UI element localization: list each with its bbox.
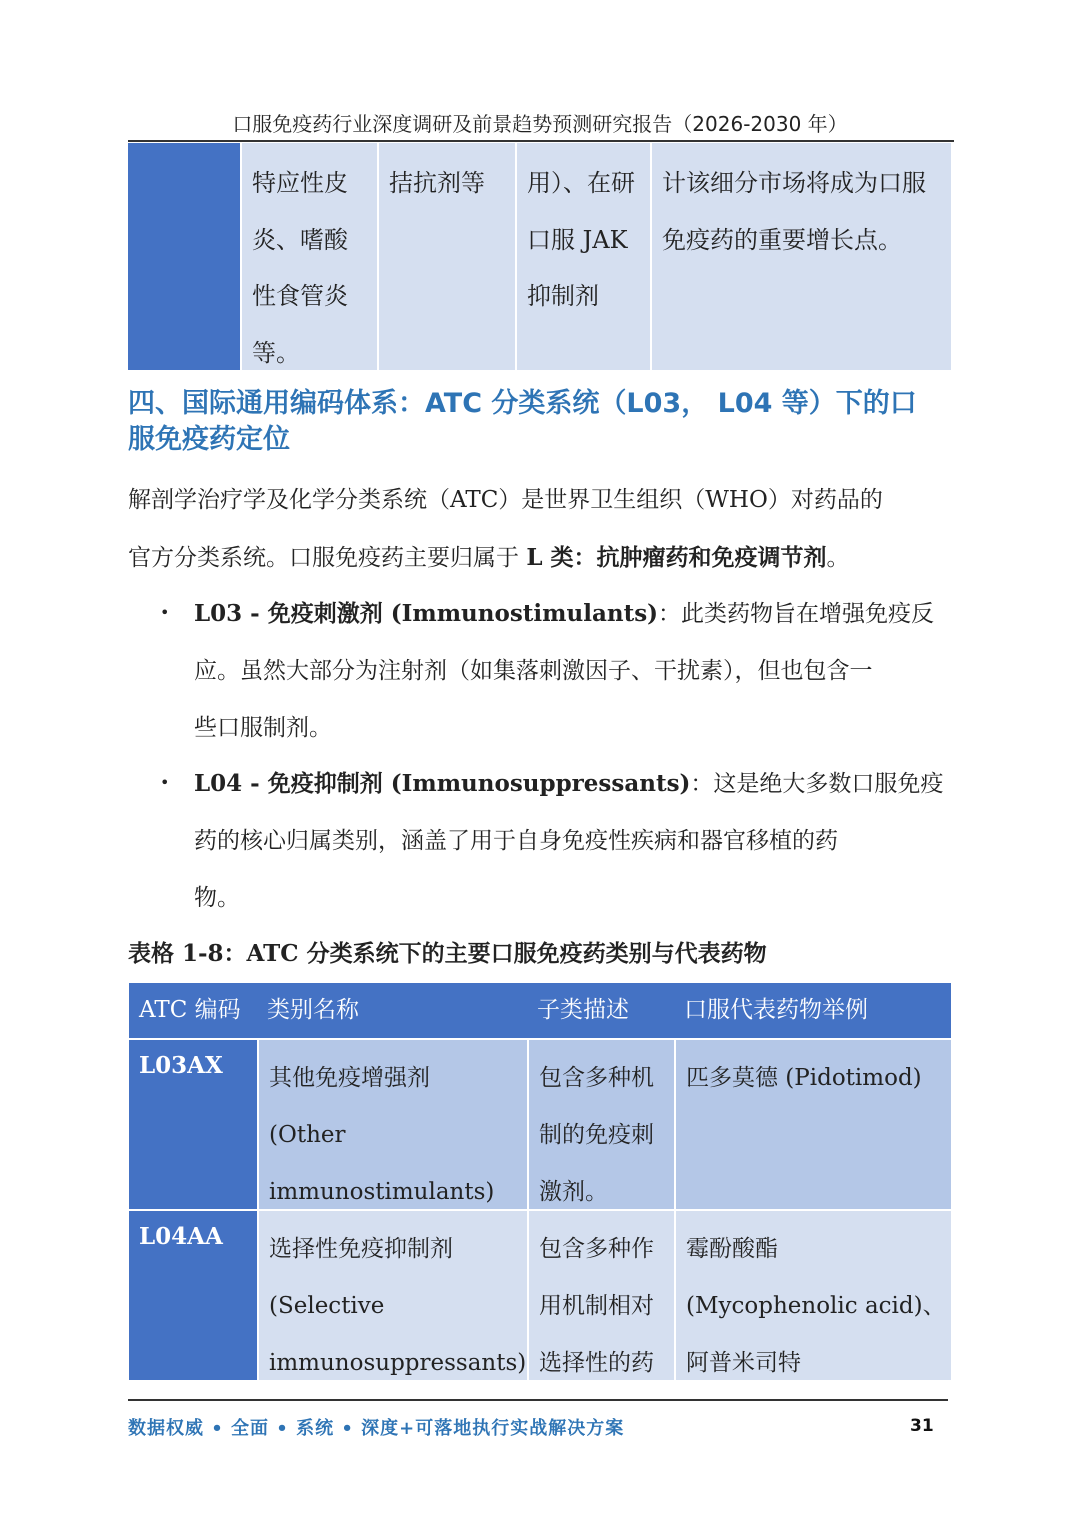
table-caption: 表格 1-8：ATC 分类系统下的主要口服免疫药类别与代表药物 [128,940,767,967]
bullet-term: L03 - 免疫刺激剂 (Immunostimulants) [194,600,659,627]
cell-line: 选择性的药 [539,1350,654,1376]
bullet-line: 些口服制剂。 [194,715,332,741]
table-cell-col4 [650,143,951,370]
atc-code-cell: L03AX [129,1040,257,1209]
cell-line: 等。 [252,338,300,367]
cell-line: 免疫药的重要增长点。 [662,225,902,254]
header-drug-examples: 口服代表药物举例 [684,997,868,1023]
page-header-title: 口服免疫药行业深度调研及前景趋势预测研究报告（2026-2030 年） [232,112,848,136]
bullet-line: 物。 [194,885,240,911]
text-run: ：这是绝大多数口服免疫 [690,771,944,797]
header-divider [128,140,954,142]
section-heading-line: 四、国际通用编码体系：ATC 分类系统（L03， L04 等）下的口 [128,388,917,419]
cell-line: 抑制剂 [527,282,599,310]
cell-line: 性食管炎 [252,282,348,310]
table-cell-col2 [377,143,515,370]
table-row [129,1038,951,1209]
cell-line: 制的免疫刺 [539,1122,654,1148]
subclass-desc-cell [527,1211,674,1380]
bullet-item-l04 [194,755,944,927]
cell-line: 匹多莫德 (Pidotimod) [686,1065,922,1091]
cell-line: 霉酚酸酯 [686,1236,778,1262]
page-number: 31 [910,1416,934,1436]
cell-line: 激剂。 [539,1179,608,1205]
atc-code-cell: L04AA [129,1211,257,1380]
header-category-name: 类别名称 [267,997,359,1023]
cell-line: 炎、嗜酸 [252,225,348,254]
category-name-cell [257,1040,527,1209]
bullet-marker: • [160,603,170,622]
bullet-term: L04 - 免疫抑制剂 (Immunosuppressants) [194,770,691,797]
cell-line: (Other [269,1122,346,1148]
continued-table [128,143,951,370]
cell-line: 选择性免疫抑制剂 [269,1236,453,1262]
cell-line: 包含多种机 [539,1065,654,1091]
table-cell-col3 [515,143,650,370]
paragraph-line: 解剖学治疗学及化学分类系统（ATC）是世界卫生组织（WHO）对药品的 [128,487,883,513]
paragraph-line [128,529,950,587]
header-atc-code: ATC 编码 [139,997,241,1023]
bullet-line [194,585,944,643]
category-name-cell [257,1211,527,1380]
drug-examples-cell [674,1211,951,1380]
cell-line: 口服 JAK [527,225,628,254]
cell-line: 包含多种作 [539,1236,654,1262]
cell-line: 计该细分市场将成为口服 [662,169,926,197]
cell-line: 阿普米司特 [686,1350,801,1376]
emphasis-text: L 类：抗肿瘤药和免疫调节剂 [526,544,827,571]
footer-slogan: 数据权威 • 全面 • 系统 • 深度+可落地执行实战解决方案 [128,1418,625,1439]
bullet-item-l03 [194,585,944,757]
bullet-line: 应。虽然大部分为注射剂（如集落刺激因子、干扰素），但也包含一 [194,658,873,684]
table-header-row [129,983,951,1038]
cell-line: (Selective [269,1293,385,1319]
section-heading [128,386,948,458]
atc-table [129,983,951,1380]
bullet-marker: • [160,773,170,792]
footer-divider [128,1399,948,1401]
cell-line: immunostimulants) [269,1179,495,1205]
cell-line: (Mycophenolic acid)、 [686,1293,946,1319]
bullet-line: 药的核心归属类别，涵盖了用于自身免疫性疾病和器官移植的药 [194,828,838,854]
table-row [129,1209,951,1380]
text-run: 。 [826,545,850,571]
drug-examples-cell [674,1040,951,1209]
text-run: 官方分类系统。口服免疫药主要归属于 [128,545,527,571]
cell-line: 用机制相对 [539,1293,654,1319]
cell-line: 特应性皮 [252,169,348,197]
cell-line: 用）、在研 [527,169,635,197]
table-cell-col1 [240,143,377,370]
header-subclass-desc: 子类描述 [537,997,629,1023]
cell-line: immunosuppressants) [269,1350,527,1376]
cell-line: 拮抗剂等 [389,169,485,197]
cell-line: 其他免疫增强剂 [269,1065,430,1091]
subclass-desc-cell [527,1040,674,1209]
bullet-line [194,755,944,813]
table-first-column-cell [128,143,240,370]
section-heading-line: 服免疫药定位 [128,424,290,455]
text-run: ：此类药物旨在增强免疫反 [658,601,935,627]
intro-paragraph [128,472,950,587]
